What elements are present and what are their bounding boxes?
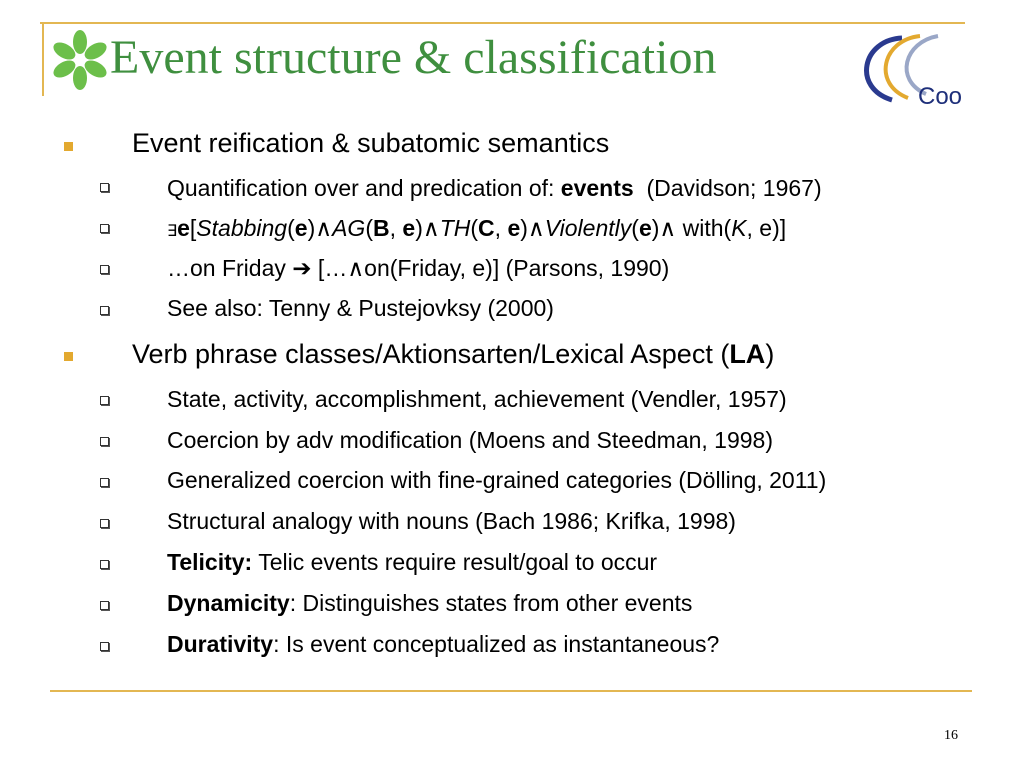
- logo-text: Coo: [918, 84, 963, 110]
- bottom-rule: [50, 690, 972, 692]
- page-number: 16: [944, 728, 958, 743]
- section1-item3: …on Friday ➔ […∧on(Friday, e)] (Parsons, 1990): [167, 255, 670, 281]
- left-rule: [42, 22, 44, 96]
- bullet-box-icon: [100, 437, 109, 446]
- top-rule: [40, 22, 965, 24]
- section1-item4: See also: Tenny & Pustejovksy (2000): [167, 295, 554, 321]
- bullet-box-icon: [100, 601, 109, 610]
- section1-item2-formula: ∃e[Stabbing(e)∧AG(B, e)∧TH(C, e)∧Violently(e)∧ with(K, e)]: [167, 215, 787, 241]
- section2-item1: State, activity, accomplishment, achievement (Vendler, 1957): [167, 386, 787, 412]
- green-flower-icon: [48, 28, 112, 92]
- bullet-box-icon: [100, 183, 109, 192]
- section1-item1: Quantification over and predication of: events (Davidson; 1967): [167, 175, 822, 201]
- section2-item5: Telicity: Telic events require result/goal to occur: [167, 549, 658, 575]
- bullet-box-icon: [100, 306, 109, 315]
- section2-item3: Generalized coercion with fine-grained categories (Dölling, 2011): [167, 467, 827, 493]
- section1-heading: Event reification & subatomic semantics: [132, 128, 610, 158]
- section2-item4: Structural analogy with nouns (Bach 1986; Krifka, 1998): [167, 508, 736, 534]
- section2-item7: Durativity: Is event conceptualized as instantaneous?: [167, 631, 720, 657]
- bullet-box-icon: [100, 478, 109, 487]
- bullet-box-icon: [100, 396, 109, 405]
- bullet-box-icon: [100, 265, 109, 274]
- bullet-box-icon: [100, 642, 109, 651]
- slide-title: Event structure & classification: [110, 31, 717, 84]
- section2-heading: Verb phrase classes/Aktionsarten/Lexical Aspect (LA): [132, 339, 775, 369]
- section2-item2: Coercion by adv modification (Moens and Steedman, 1998): [167, 427, 774, 453]
- bullet-box-icon: [100, 519, 109, 528]
- section2-item6: Dynamicity: Distinguishes states from other events: [167, 590, 693, 616]
- bullet-box-icon: [100, 560, 109, 569]
- bullet-box-icon: [100, 224, 109, 233]
- bullet-square-icon: [64, 352, 73, 361]
- bullet-square-icon: [64, 142, 73, 151]
